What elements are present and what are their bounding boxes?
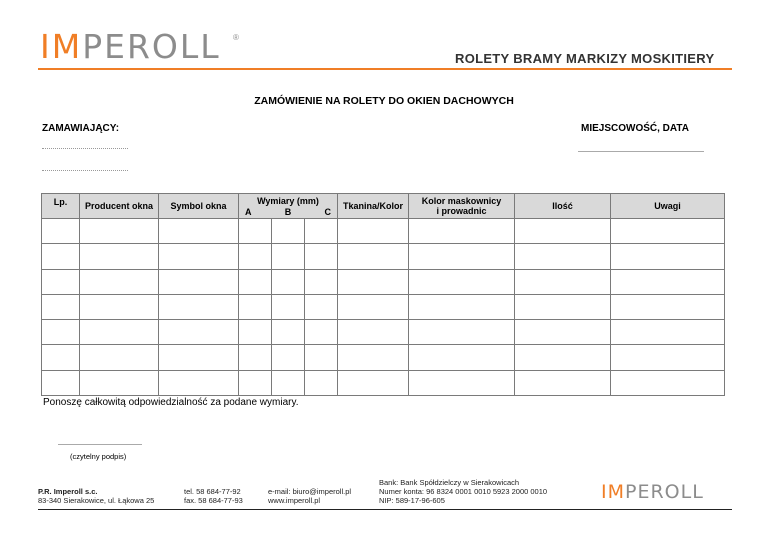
registered-mark: ® (233, 33, 239, 42)
cell-producer[interactable] (80, 370, 159, 395)
cell-notes[interactable] (611, 345, 725, 370)
header-lp: Lp. (42, 194, 80, 219)
table-row (42, 269, 725, 294)
cell-symbol[interactable] (159, 269, 239, 294)
cell-dim-b[interactable] (272, 345, 305, 370)
logo-text-rest: PEROLL (82, 27, 221, 66)
order-table (41, 193, 725, 396)
cell-producer[interactable] (80, 320, 159, 345)
cell-dim-a[interactable] (239, 244, 272, 269)
footer-tel: tel. 58 684-77-92 (184, 487, 241, 496)
footer-company-address: 83-340 Sierakowice, ul. Łąkowa 25 (38, 496, 155, 505)
table-row (42, 320, 725, 345)
cell-cover-color[interactable] (409, 244, 515, 269)
footer-bank (379, 478, 547, 505)
cell-dim-b[interactable] (272, 219, 305, 244)
table-body (42, 219, 725, 396)
footer-company (38, 487, 154, 505)
header-notes: Uwagi (611, 194, 725, 219)
table-row (42, 294, 725, 319)
cell-quantity[interactable] (515, 370, 611, 395)
cell-quantity[interactable] (515, 345, 611, 370)
orderer-line-1[interactable] (42, 148, 128, 149)
footer-email[interactable]: e-mail: biuro@imperoll.pl (268, 487, 352, 496)
signature-line[interactable] (58, 444, 142, 445)
cell-dim-a[interactable] (239, 294, 272, 319)
signature-caption: (czytelny podpis) (70, 452, 127, 461)
imperoll-logo (40, 27, 221, 66)
header-cover-color-line1: Kolor maskownicy (421, 196, 502, 206)
header-cover-color-line2: i prowadnic (436, 206, 487, 216)
cell-symbol[interactable] (159, 294, 239, 319)
company-tagline: ROLETY BRAMY MARKIZY MOSKITIERY (455, 51, 715, 66)
cell-dim-c[interactable] (305, 294, 338, 319)
form-title: ZAMÓWIENIE NA ROLETY DO OKIEN DACHOWYCH (254, 95, 514, 107)
cell-fabric[interactable] (338, 294, 409, 319)
place-date-line[interactable] (578, 151, 704, 152)
cell-cover-color[interactable] (409, 345, 515, 370)
table-row (42, 219, 725, 244)
cell-cover-color[interactable] (409, 370, 515, 395)
footer-logo-letter-m: M (607, 483, 626, 502)
cell-dim-b[interactable] (272, 244, 305, 269)
cell-fabric[interactable] (338, 370, 409, 395)
table-header-row (42, 194, 725, 219)
footer-contact (268, 487, 351, 505)
footer-logo-text-rest: PEROLL (625, 483, 704, 502)
cell-dim-c[interactable] (305, 345, 338, 370)
logo-letter-m: M (51, 27, 83, 66)
footer-bank-name: Bank: Bank Spółdzielczy w Sierakowicach (379, 478, 520, 487)
cell-fabric[interactable] (338, 345, 409, 370)
cell-notes[interactable] (611, 370, 725, 395)
cell-dim-a[interactable] (239, 345, 272, 370)
header-symbol: Symbol okna (159, 194, 239, 219)
orderer-line-2[interactable] (42, 170, 128, 171)
header-divider (38, 68, 732, 70)
cell-lp[interactable] (42, 370, 80, 395)
table-row (42, 244, 725, 269)
cell-quantity[interactable] (515, 219, 611, 244)
cell-dim-b[interactable] (272, 320, 305, 345)
cell-dim-c[interactable] (305, 244, 338, 269)
header-dimensions-label: Wymiary (mm) (257, 195, 319, 206)
cell-fabric[interactable] (338, 244, 409, 269)
footer-fax: fax. 58 684-77-93 (184, 496, 243, 505)
table-row (42, 345, 725, 370)
header-quantity: Ilość (515, 194, 611, 219)
cell-dim-c[interactable] (305, 320, 338, 345)
cell-producer[interactable] (80, 269, 159, 294)
cell-lp[interactable] (42, 320, 80, 345)
cell-fabric[interactable] (338, 269, 409, 294)
cell-producer[interactable] (80, 219, 159, 244)
cell-dim-a[interactable] (239, 320, 272, 345)
header-dim-c: C (324, 206, 331, 217)
cell-quantity[interactable] (515, 294, 611, 319)
cell-lp[interactable] (42, 219, 80, 244)
cell-lp[interactable] (42, 269, 80, 294)
header-dimensions (239, 194, 338, 219)
cell-dim-c[interactable] (305, 370, 338, 395)
cell-cover-color[interactable] (409, 219, 515, 244)
place-date-label: MIEJSCOWOŚĆ, DATA (581, 123, 689, 134)
cell-notes[interactable] (611, 269, 725, 294)
cell-lp[interactable] (42, 345, 80, 370)
cell-quantity[interactable] (515, 269, 611, 294)
footer-nip: NIP: 589-17-96-605 (379, 496, 445, 505)
cell-dim-b[interactable] (272, 294, 305, 319)
footer-divider (38, 509, 732, 510)
cell-notes[interactable] (611, 320, 725, 345)
header-producer: Producent okna (80, 194, 159, 219)
cell-producer[interactable] (80, 244, 159, 269)
cell-cover-color[interactable] (409, 294, 515, 319)
cell-fabric[interactable] (338, 320, 409, 345)
logo-letter-i: I (40, 27, 52, 66)
cell-quantity[interactable] (515, 244, 611, 269)
cell-notes[interactable] (611, 294, 725, 319)
cell-dim-a[interactable] (239, 370, 272, 395)
footer-account: Numer konta: 96 8324 0001 0010 5923 2000 0010 (379, 487, 548, 496)
header-fabric: Tkanina/Kolor (338, 194, 409, 219)
cell-notes[interactable] (611, 244, 725, 269)
cell-fabric[interactable] (338, 219, 409, 244)
header-cover-color (409, 194, 515, 219)
cell-producer[interactable] (80, 294, 159, 319)
header-dim-b: B (284, 206, 292, 217)
footer-logo (601, 483, 732, 502)
cell-cover-color[interactable] (409, 269, 515, 294)
cell-lp[interactable] (42, 244, 80, 269)
cell-notes[interactable] (611, 219, 725, 244)
orderer-label: ZAMAWIAJĄCY: (42, 123, 120, 134)
cell-symbol[interactable] (159, 370, 239, 395)
header-dim-a: A (245, 206, 252, 217)
cell-dim-b[interactable] (272, 269, 305, 294)
cell-cover-color[interactable] (409, 320, 515, 345)
cell-lp[interactable] (42, 294, 80, 319)
footer-company-name: P.R. Imperoll s.c. (38, 487, 98, 496)
cell-dim-c[interactable] (305, 219, 338, 244)
cell-symbol[interactable] (159, 244, 239, 269)
cell-symbol[interactable] (159, 320, 239, 345)
footer-logo-letter-i: I (601, 483, 608, 502)
cell-dim-c[interactable] (305, 269, 338, 294)
cell-dim-b[interactable] (272, 370, 305, 395)
footer-www[interactable]: www.imperoll.pl (268, 496, 321, 505)
cell-dim-a[interactable] (239, 269, 272, 294)
declaration-text: Ponoszę całkowitą odpowiedzialność za podane wymiary. (43, 397, 299, 408)
table-row (42, 370, 725, 395)
footer-phones (184, 487, 243, 505)
cell-symbol[interactable] (159, 345, 239, 370)
cell-dim-a[interactable] (239, 219, 272, 244)
cell-producer[interactable] (80, 345, 159, 370)
cell-quantity[interactable] (515, 320, 611, 345)
cell-symbol[interactable] (159, 219, 239, 244)
